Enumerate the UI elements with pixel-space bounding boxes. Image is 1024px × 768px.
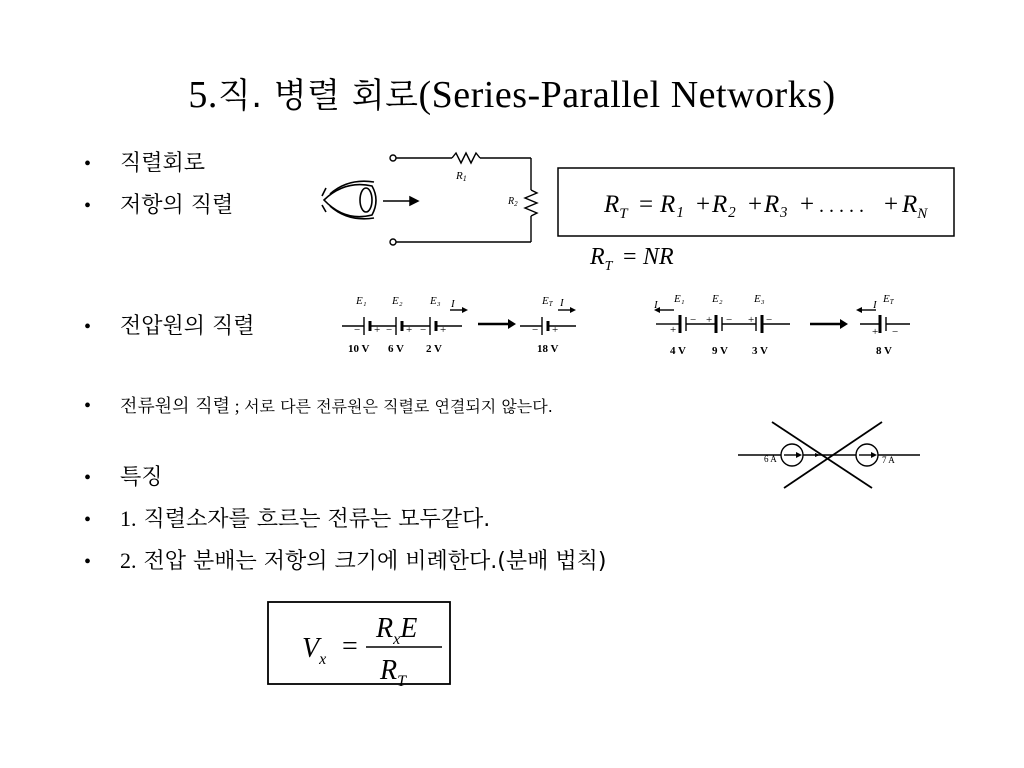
divider-numerator: $R_xE$ <box>376 613 418 648</box>
svg-text:+: + <box>748 314 755 326</box>
rt-term-2: R₂ <box>712 191 736 218</box>
current-source-series-diagram <box>732 416 932 496</box>
result-label: ET <box>883 293 894 306</box>
current-label: I <box>451 298 455 310</box>
source-label: E₁ <box>356 295 367 307</box>
voltage-series-diagram-1 <box>320 288 610 360</box>
source-value: 3 V <box>752 345 768 357</box>
source-label: E₁ <box>674 293 685 305</box>
bullet-series-circuit: • 직렬회로 <box>84 151 206 176</box>
svg-text:−: − <box>420 324 427 336</box>
rt-sum-formula <box>556 166 956 246</box>
svg-text:+: + <box>706 314 713 326</box>
resistor-circuit <box>390 153 537 245</box>
current-label: I <box>654 299 658 311</box>
voltage-series-diagram-2 <box>640 288 930 360</box>
slide-title <box>0 68 1024 117</box>
r1-label: R1 <box>456 170 467 183</box>
rt-lhs: $R_T$ <box>604 191 628 222</box>
equals-sign: = <box>639 191 654 218</box>
rt-term-last: $R_N$ <box>902 191 928 222</box>
view-arrow-icon <box>383 197 418 205</box>
arrow-right-icon <box>508 319 516 329</box>
svg-text:+: + <box>872 326 879 338</box>
svg-text:−: − <box>892 326 899 338</box>
source-label: E₂ <box>392 295 403 307</box>
bullet-text: 직렬회로 <box>120 151 206 176</box>
eye-icon <box>322 181 376 219</box>
source-label: E₂ <box>712 293 723 305</box>
svg-text:+: + <box>670 324 677 336</box>
svg-text:+: + <box>406 324 413 336</box>
source-value: 4 V <box>670 345 686 357</box>
bullet-text: 전류원의 직렬 <box>120 396 231 417</box>
svg-text:−: − <box>532 324 539 336</box>
svg-text:−: − <box>386 324 393 336</box>
bullet-number: 2. <box>120 548 137 573</box>
equals-sign: = <box>623 244 637 270</box>
rt-term-1: R₁ <box>660 191 684 218</box>
result-label: ET <box>542 295 553 308</box>
bullet-text: 전압 분배는 저항의 크기에 비례한다. <box>143 549 498 574</box>
source-label: E₃ <box>754 293 765 305</box>
bullet-text: 전압원의 직렬 <box>120 314 255 339</box>
bullet-separator: ; <box>230 396 245 416</box>
svg-text:+: + <box>440 324 447 336</box>
rt-nr-formula <box>585 238 705 278</box>
bullet-voltage-division: • 2. 전압 분배는 저항의 크기에 비례한다.(분배 법칙) <box>84 548 607 574</box>
title-korean: 직. 병렬 회로 <box>217 76 419 116</box>
rt-nr-lhs: $R_T$ <box>590 244 613 274</box>
bullet-text: 특징 <box>120 465 163 490</box>
bullet-text: 직렬소자를 흐르는 전류는 모두같다. <box>143 507 491 532</box>
polarity-signs <box>670 314 898 338</box>
plus-sign: + <box>748 191 763 218</box>
equals-sign: = <box>342 631 358 662</box>
current-arrow-icon <box>856 307 862 313</box>
result-current-label: I <box>873 299 877 311</box>
source-value: 9 V <box>712 345 728 357</box>
rt-nr-rhs: NR <box>643 244 674 270</box>
vx-lhs: $V_x$ <box>302 633 327 668</box>
current-right-label: 7 A <box>882 455 895 465</box>
svg-text:−: − <box>766 314 773 326</box>
title-number: 5. <box>188 74 218 116</box>
svg-text:−: − <box>354 324 361 336</box>
current-arrow-icon <box>570 307 576 313</box>
bullet-same-current: • 1. 직렬소자를 흐르는 전류는 모두같다. <box>84 506 491 532</box>
svg-text:−: − <box>726 314 733 326</box>
svg-text:+: + <box>374 324 381 336</box>
plus-sign: + <box>800 191 815 218</box>
bullet-resistor-series: • 저항의 직렬 <box>84 193 234 218</box>
rt-term-3: R₃ <box>764 191 788 218</box>
arrow-right-icon <box>840 319 848 329</box>
source-value: 2 V <box>426 343 442 355</box>
current-left-label: 6 A <box>764 454 777 464</box>
current-arrow-icon <box>462 307 468 313</box>
bullet-number: 1. <box>120 506 137 531</box>
result-value: 18 V <box>537 343 559 355</box>
formula-box <box>268 602 450 684</box>
bullet-voltage-source-series: • 전압원의 직렬 <box>84 314 255 339</box>
source-value: 6 V <box>388 343 404 355</box>
bullet-paren: (분배 법칙) <box>497 549 607 574</box>
result-current-label: I <box>560 297 564 309</box>
bullet-note: 서로 다른 전류원은 직렬로 연결되지 않는다. <box>244 397 553 416</box>
plus-sign: + <box>696 191 711 218</box>
rt-ellipsis: . . . . . <box>819 195 864 217</box>
voltage-divider-formula <box>266 600 456 690</box>
title-english: (Series-Parallel Networks) <box>418 74 836 116</box>
source-value: 10 V <box>348 343 370 355</box>
bullet-current-source-series: • 전류원의 직렬 ; 서로 다른 전류원은 직렬로 연결되지 않는다. <box>84 395 553 417</box>
result-value: 8 V <box>876 345 892 357</box>
source-label: E₃ <box>430 295 441 307</box>
svg-text:−: − <box>690 314 697 326</box>
r2-label: $R_2$ <box>508 196 518 208</box>
bullet-characteristics: • 특징 <box>84 465 163 490</box>
plus-sign: + <box>884 191 899 218</box>
svg-text:+: + <box>552 324 559 336</box>
bullet-text: 저항의 직렬 <box>120 193 234 218</box>
divider-denominator: $R_T$ <box>380 655 407 690</box>
